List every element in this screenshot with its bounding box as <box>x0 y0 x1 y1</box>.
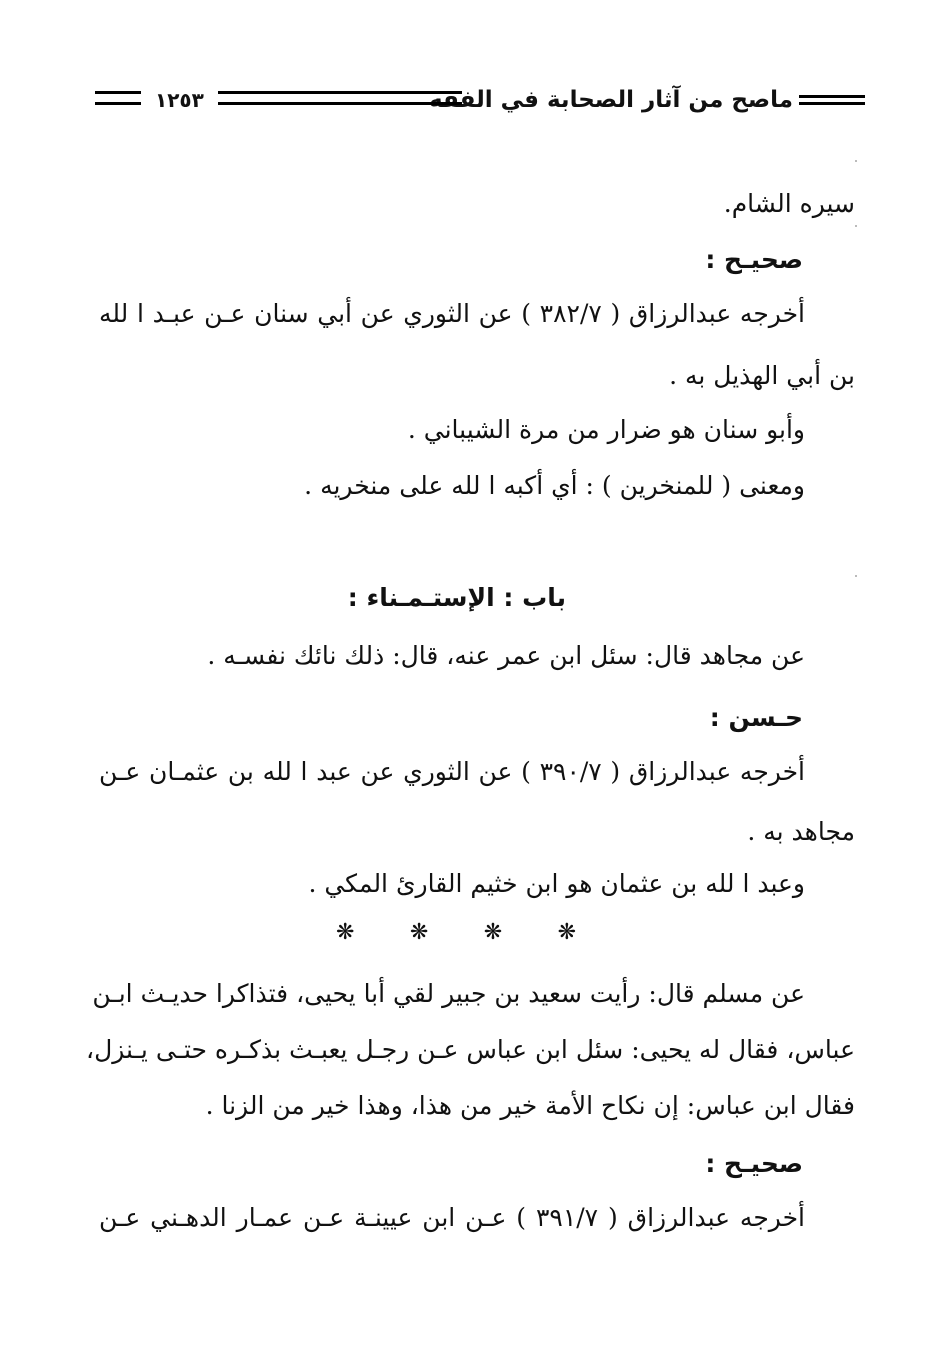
scan-speck <box>855 225 857 227</box>
grade-heading: حـسن : <box>709 703 803 732</box>
text-line: سيره الشام. <box>723 189 855 218</box>
asterism-icon: ❋ <box>557 920 576 945</box>
asterism-icon: ❋ <box>409 920 429 945</box>
text-line: وأبو سنان هو ضرار من مرة الشيباني . <box>407 415 805 444</box>
text-line: أخرجه عبدالرزاق ( ٣٨٢/٧ ) عن الثوري عن أبي سنان عـن عبـد ا لله <box>99 299 805 328</box>
text-line: بن أبي الهذيل به . <box>669 361 855 390</box>
scan-speck <box>855 160 857 162</box>
asterism-icon: ❋ <box>336 920 355 945</box>
text-line: عباس، فقال له يحيى: سئل ابن عباس عـن رجـل يعبـث بذكـره حتـى يـنزل، <box>86 1035 855 1064</box>
asterism-icon: ❋ <box>483 920 503 945</box>
header-rule-middle <box>218 91 462 105</box>
text-line: عن مسلم قال: رأيت سعيد بن جبير لقي أبا يحيى، فتذاكرا حديـث ابـن <box>92 979 805 1008</box>
text-line: فقال ابن عباس: إن نكاح الأمة خير من هذا، وهذا خير من الزنا . <box>205 1091 855 1120</box>
page-number: ١٢٥٣ <box>155 88 204 112</box>
text-line: ومعنى ( للمنخرين ) : أي أكبه ا لله على منخريه . <box>304 471 805 500</box>
text-line: مجاهد به . <box>747 817 855 846</box>
running-title: ماصح من آثار الصحابة في الفقه <box>429 87 793 113</box>
header-rule-right <box>799 95 865 105</box>
header-rule-left <box>95 91 141 105</box>
text-line: وعبد ا لله بن عثمان هو ابن خثيم القارئ المكي . <box>308 869 805 898</box>
running-header <box>95 80 865 120</box>
grade-heading: صحيـح : <box>705 245 803 274</box>
text-line: أخرجه عبدالرزاق ( ٣٩٠/٧ ) عن الثوري عن عبد ا لله بن عثمـان عـن <box>99 757 805 786</box>
text-line: أخرجه عبدالرزاق ( ٣٩١/٧ ) عـن ابن عيينـة عـن عمـار الدهـني عـن <box>99 1203 805 1232</box>
chapter-heading: باب : الإستـمـناء : <box>347 583 566 612</box>
grade-heading: صحيـح : <box>705 1149 803 1178</box>
text-line: عن مجاهد قال: سئل ابن عمر عنه، قال: ذلك نائك نفسـه . <box>207 641 805 670</box>
section-separator <box>336 918 576 948</box>
scan-speck <box>855 575 857 577</box>
